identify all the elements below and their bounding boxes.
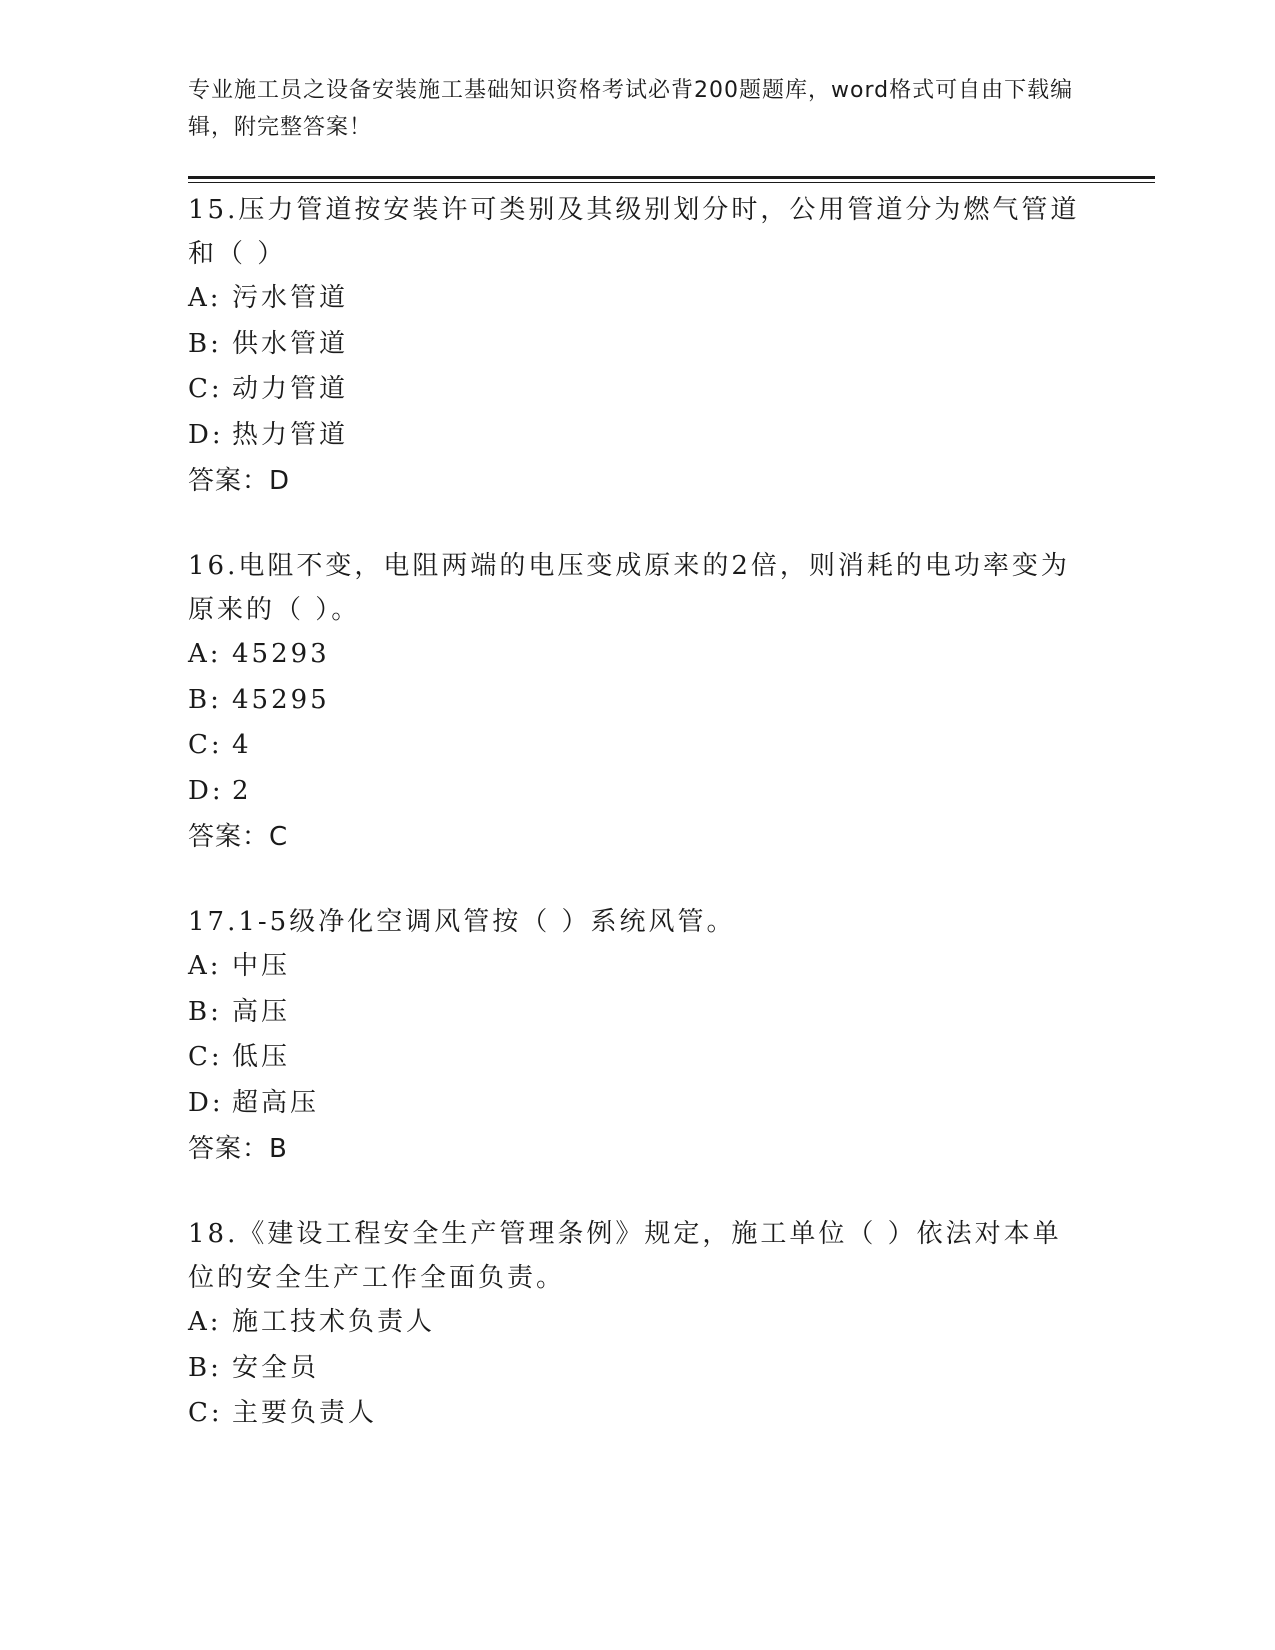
option-text: 45295: [232, 684, 330, 715]
option-text: 安全员: [232, 1352, 320, 1383]
question-text: 16.电阻不变，电阻两端的电压变成原来的2倍，则消耗的电功率变为原来的（ ）。: [188, 551, 1070, 625]
option-c: [188, 1391, 1088, 1437]
question-list: [188, 188, 1088, 1477]
option-label: A:: [188, 639, 222, 669]
option-text: 4: [232, 730, 252, 760]
answer-line: 答案：D: [188, 466, 291, 496]
question-text: 15.压力管道按安装许可类别及其级别划分时，公用管道分为燃气管道和（ ）: [188, 195, 1080, 269]
option-b: [188, 678, 1088, 724]
option-text: 中压: [232, 951, 291, 981]
question-18: [188, 1212, 1088, 1437]
option-text: 高压: [232, 996, 291, 1027]
option-d: [188, 1081, 1088, 1127]
option-label: D:: [188, 1087, 224, 1118]
header-divider-thick: [188, 176, 1155, 179]
option-label: C:: [188, 374, 223, 404]
option-label: B:: [188, 1352, 222, 1383]
question-17: [188, 900, 1088, 1172]
option-label: C:: [188, 730, 223, 760]
option-label: A:: [188, 1307, 222, 1337]
option-a: [188, 276, 1088, 322]
option-label: A:: [188, 283, 222, 313]
option-label: D:: [188, 419, 224, 450]
option-text: 超高压: [232, 1087, 320, 1118]
option-c: [188, 1035, 1088, 1081]
option-text: 供水管道: [232, 328, 349, 359]
option-d: [188, 769, 1088, 815]
answer-line: 答案：C: [188, 822, 289, 852]
option-text: 低压: [232, 1042, 291, 1072]
question-text: 17.1-5级净化空调风管按（ ）系统风管。: [188, 907, 736, 937]
option-b: [188, 990, 1088, 1036]
option-label: C:: [188, 1042, 223, 1072]
option-b: [188, 322, 1088, 368]
option-label: B:: [188, 996, 222, 1027]
option-label: B:: [188, 328, 222, 359]
document-header: 专业施工员之设备安装施工基础知识资格考试必背200题题库，word格式可自由下载编辑，附完整答案！: [188, 78, 1074, 140]
option-c: [188, 723, 1088, 769]
option-a: [188, 944, 1088, 990]
option-text: 热力管道: [232, 419, 349, 450]
answer-line: 答案：B: [188, 1134, 288, 1164]
option-text: 2: [232, 775, 252, 806]
option-label: D:: [188, 775, 224, 806]
question-15: [188, 188, 1088, 504]
header-divider-thin: [188, 182, 1155, 183]
option-c: [188, 367, 1088, 413]
option-text: 主要负责人: [232, 1398, 378, 1428]
option-label: A:: [188, 951, 222, 981]
option-text: 污水管道: [232, 283, 349, 313]
question-text: 18.《建设工程安全生产管理条例》规定，施工单位（ ）依法对本单位的安全生产工作全面负责。: [188, 1219, 1062, 1293]
option-a: [188, 1300, 1088, 1346]
option-text: 动力管道: [232, 374, 349, 404]
option-text: 45293: [232, 639, 330, 669]
option-b: [188, 1346, 1088, 1392]
option-d: [188, 413, 1088, 459]
option-text: 施工技术负责人: [232, 1307, 436, 1337]
option-label: C:: [188, 1398, 223, 1428]
option-label: B:: [188, 684, 222, 715]
option-a: [188, 632, 1088, 678]
question-16: [188, 544, 1088, 860]
